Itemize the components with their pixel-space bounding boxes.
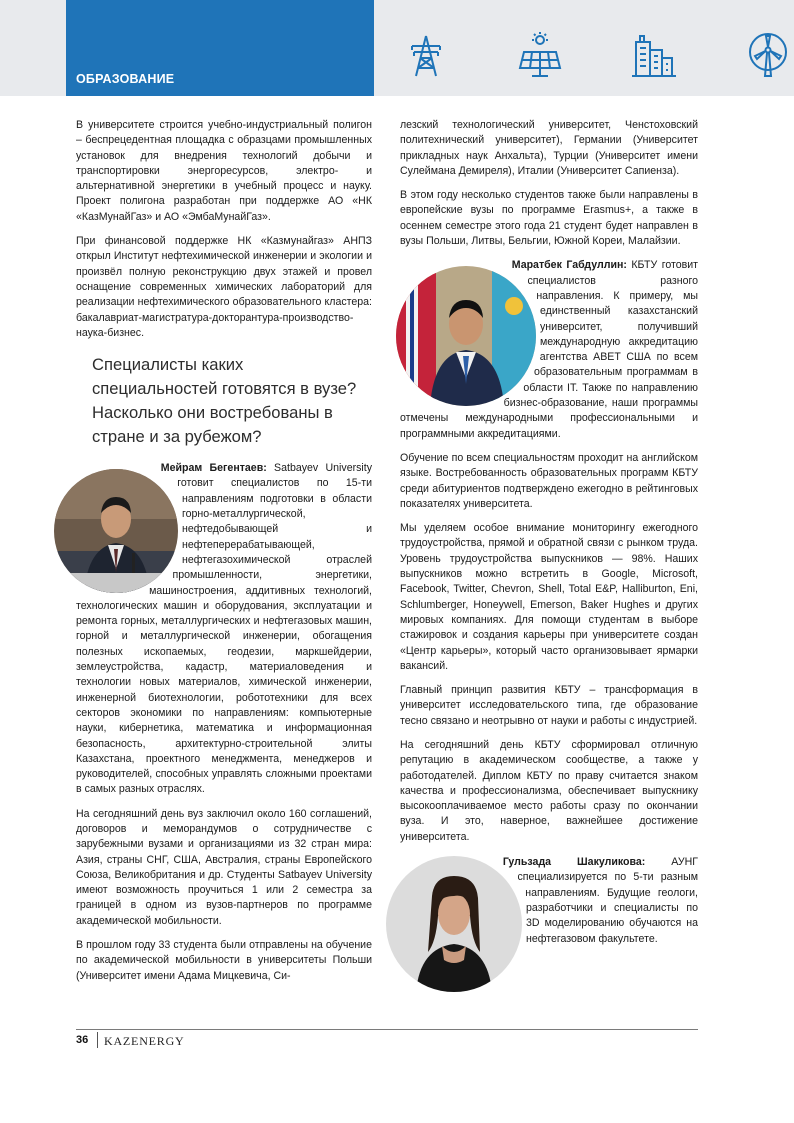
paragraph: В университете строится учебно-индустриальный полигон – беспрецедентная площадка с образцами промышленных установок для внедрения технологий добычи и транспортировки энергоресурсов, электро- и альтернативной энергетики в учебный процесс и науку. Проект полигона разработан при поддержке АО «НК «КазМунайГаз» и АО «ЭмбаМунайГаз». [76,119,372,223]
speaker-name: Мейрам Бегентаев: [160,462,267,475]
solar-panel-icon [516,32,564,80]
magazine-name: KAZENERGY [104,1034,185,1048]
footer-separator [97,1032,98,1048]
photo-meiram-begentaev [54,469,178,593]
paragraph: Обучение по всем специальностям проходит на английском языке. Востребованность образовательных программ КБТУ среди абитуриентов подтверждено ежегодно в рейтинговых показателях университета. [400,451,698,510]
speaker-name: Гульзада Шакуликова: [502,856,646,869]
answer-text: КБТУ готовит специалистов разного направления. К примеру, мы единственный казахстанский университет, получивший международную аккредитацию агентства ABET США по всем образовательным программам в области IT. Также по направлению бизнес-образование, наши программы отмечены международными профессиональными и программными аккредитациями. [400,259,698,440]
answer-text: Satbayev University готовит специалистов по 15-ти направлениям подготовки в области горно-металлургической, нефтедобывающей и нефтеперерабатывающей, нефтегазохимической отраслей промышленности, энергетики, машиностроения, аддитивных технологий, технологических машин и оборудования, эксплуатации и ремонта горных, металлургических и нефтегазовых машин, горной и металлургической инженерии, обогащения полезных ископаемых, геодезии, маркшейдерии, землеустройства, кадастр, материаловедения и технологии новых материалов, химической инженерии, инженерной биотехнологии, робототехники для всех секторов экономики по направлениям: компьютерные науки, кибернетика, математика и информационная безопасность, архитектурно-строительной элиты Казахстана, проектного менеджмента, менеджеров и руководителей, способных управлять сложными проектами в самых разных отраслях. [76,462,373,796]
paragraph: лезский технологический университет, Ченстоховский политехнический университет), Германии (Университет прикладных наук Анхальта), Турции (Университет имени Сулеймана Демиреля), Италии (Университет Сапиенза). [400,119,698,177]
paragraph: В этом году несколько студентов также были направлены в европейские вузы по программе Erasmus+, а также в осеннем семестре этого года 21 студент будет направлен в вузы Польши, Литвы, Бельгии, Южной Кореи, Малайзии. [400,189,698,248]
section-label: ОБРАЗОВАНИЕ [76,72,175,86]
paragraph: В прошлом году 33 студента были отправлены на обучение по академической мобильности в университеты Польши (Университет имени Адама Мицкевича, Си- [76,939,372,982]
paragraph: На сегодняшний день КБТУ сформировал отличную репутацию в академическом сообществе, а также у работодателей. Диплом КБТУ по праву считается знаком качества и профессионализма, обеспечивает выпускнику высокооплачиваемое место работы сразу по окончании вуза. И это, наверное, важнейшее достижение университета. [400,738,698,843]
right-column [400,118,698,992]
answer-text: АУНГ специализируется по 5-ти разным направлениям. Будущие геологи, разработчики и специалисты по 3D моделированию обучаются на нефтегазовом факультете. [517,856,698,945]
interview-question: Специалисты каких специальностей готовятся в вузе? Насколько они востребованы в стране и за рубежом? [92,355,357,447]
page-number: 36 [76,1034,89,1046]
paragraph: Мы уделяем особое внимание мониторингу ежегодного трудоустройства, прямой и обратной связи с рынком труда. Уровень трудоустройства выпускников — 98%. Наших выпускников можно встретить в Google, Microsoft, Facebook, Twitter, Chevron, Shell, Total E&P, Halliburton, Eni, Schlumberger, Honeywell, Emerson, Baker Hughes и других мировых компаниях. Для помощи студентам в выборе стажировок и создания карьеры при университете создан «Центр карьеры», который часто организовывает ярмарки вакансий. [400,522,698,672]
photo-maratbek-gabdullin [396,266,536,406]
paragraph: На сегодняшний день вуз заключил около 160 соглашений, договоров и меморандумов о сотрудничестве с зарубежными вузами и организациями из 32 стран мира: Азия, страны СНГ, США, Австралия, страны Европейского Союза, Великобритания и др. Студенты Satbayev University имеют возможность проучиться 1 или 2 семестра за границей в одном из вузов-партнеров по программе академической мобильности. [76,807,372,927]
photo-gulzada-shakulikova [386,856,522,992]
power-tower-icon [402,32,450,80]
left-column [76,118,372,993]
wind-turbine-icon [744,32,792,80]
speaker-name: Маратбек Габдуллин: [511,259,627,272]
paragraph: При финансовой поддержке НК «Казмунайгаз» АНПЗ открыл Институт нефтехимической инженерии и экологии и произвёл полную реконструкцию двух этажей и провел оснащение современных химических лабораторий для реализации нефтехимического образовательного кластера: бакалавриат-магистратура-докторантура-производство-наука-бизнес. [76,235,372,339]
footer-rule [76,1029,698,1030]
paragraph: Главный принцип развития КБТУ – трансформация в университет исследовательского типа, где образование тесно связано и неотрывно от науки и работы с индустрией. [400,684,698,727]
factory-icon [630,32,678,80]
